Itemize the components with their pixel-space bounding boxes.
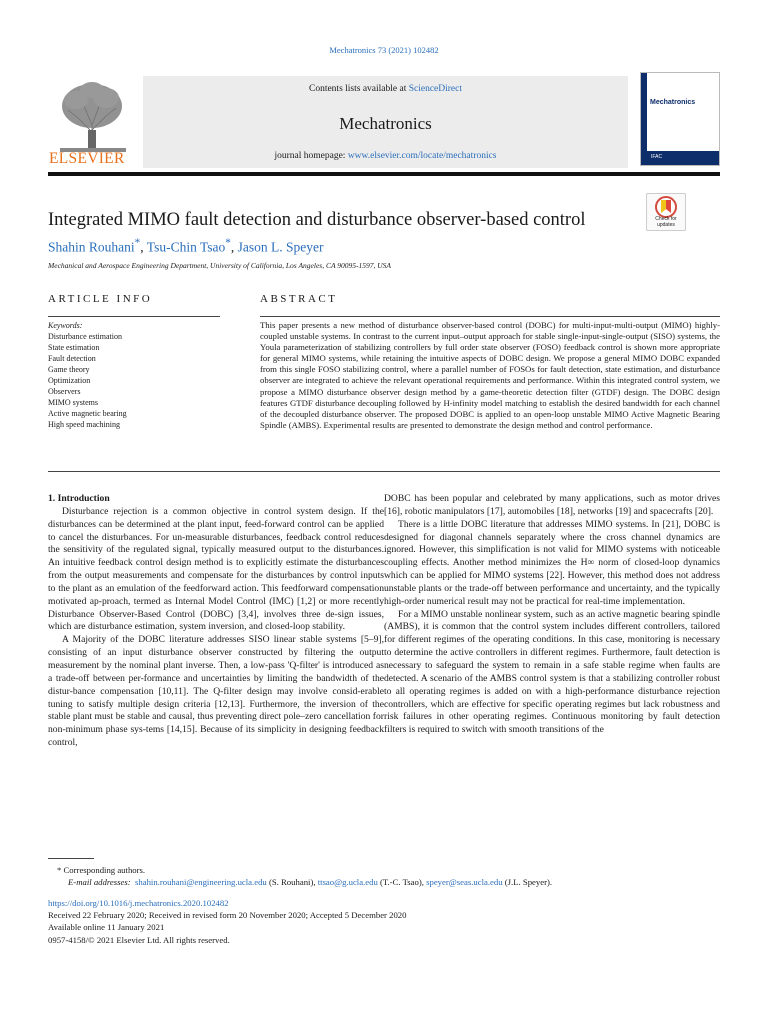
homepage-line: journal homepage: www.elsevier.com/locate/mechatronics [274, 151, 497, 161]
email-owner: (T.-C. Tsao), [377, 877, 427, 887]
body-column-right [384, 493, 720, 737]
body-paragraph: Disturbance rejection is a common objective in control system design. If the disturbances can be determined at the plant input, feed-forward control can be applied to cancel the disturbances. For un-measurable disturbances, feedback control reduces the sensitivity of the regulated signal, typically measured output to the disturbances. An intuitive feedback control design method is to explicitly estimate the disturbances from the output measurements and compensate for the disturbances by control inputs to the plant as an emulation of the feedforward action. This feedforward compensation motivated ap-proach, termed as Internal Model Control (IMC) [1,2] or more recently Disturbance Observer-Based Control (DOBC) [3,4], involves three de-sign issues, which are disturbance estimation, system inversion, and closed-loop stability. [48, 505, 384, 633]
author-separator: , [230, 239, 238, 255]
article-info-heading: ARTICLE INFO [48, 293, 153, 305]
cover-title: Mechatronics [650, 99, 696, 106]
journal-cover-thumbnail[interactable] [640, 72, 720, 166]
corresponding-note: * Corresponding authors. [57, 865, 146, 875]
keywords-list [48, 320, 228, 430]
cover-footer: IFAC [647, 151, 719, 165]
keyword: Observers [48, 387, 81, 396]
journal-citation-link[interactable]: Mechatronics 73 (2021) 102482 [329, 45, 439, 55]
keyword: Optimization [48, 376, 91, 385]
keyword: State estimation [48, 343, 100, 352]
author-mark[interactable]: * [225, 237, 231, 249]
publication-meta [48, 897, 720, 946]
email-link[interactable]: speyer@seas.ucla.edu [426, 877, 503, 887]
article-info-rule [48, 316, 220, 317]
email-owner: (S. Rouhani), [266, 877, 318, 887]
header-rule [48, 172, 720, 176]
crossmark-label: Check for updates [655, 216, 677, 228]
keyword: MIMO systems [48, 398, 99, 407]
body-paragraph: For a MIMO unstable nonlinear system, such as an active magnetic bearing spindle (AMBS), it is common that the control system includes different controllers, tailored for different regimes of the operating conditions. In this case, monitoring is necessary to determine the active controllers in different regimes. Furthermore, fault detection is necessary to safeguard the system to remain in a safe stable regime when faults are detected. A scenario of the AMBS control system is that a stabilizing controller robust to all operating regimes is added on with a high-performance disturbance rejection controllers, which are effective for specific operating regimes but lack robustness and risk failures in other operating regimes. Continuous monitoring by fault detection filters is required to switch with smooth transitions of the [384, 608, 720, 736]
body-paragraph: There is a little DOBC literature that addresses MIMO systems. In [21], DOBC is designed for diagonal channels separately where the cross channel dynamics are ignored. However, this simplification is not valid for MIMO systems with noticeable coupling effects. Another method minimizes the H∞ norm of closed-loop dynamics which can be applied for MIMO systems [22]. However, this method does not address unstable plants or the trade-off between performance and uncertainty, and the typically high-order numerical result may not be practical for real-time implementation. [384, 518, 720, 607]
body-paragraph: DOBC has been popular and celebrated by many applications, such as motor drives [16], robotic manipulators [17], automobiles [18], networks [19] and spacecrafts [20]. [384, 493, 720, 517]
abstract-heading: ABSTRACT [260, 293, 338, 305]
email-line [48, 876, 720, 888]
received-dates: Received 22 February 2020; Received in revised form 20 November 2020; Accepted 5 December 2020 [48, 910, 407, 921]
author-separator: , [140, 239, 147, 255]
crossmark-icon [654, 196, 678, 218]
sciencedirect-link[interactable]: ScienceDirect [408, 84, 462, 94]
author-mark[interactable]: * [134, 237, 141, 249]
journal-banner [143, 76, 628, 168]
keyword: Fault detection [48, 354, 96, 363]
keywords-heading: Keywords: [48, 321, 83, 330]
homepage-link[interactable]: www.elsevier.com/locate/mechatronics [347, 151, 497, 161]
email-link[interactable]: ttsao@g.ucla.edu [317, 877, 378, 887]
keyword: Disturbance estimation [48, 332, 122, 341]
contents-line: Contents lists available at ScienceDirect [308, 84, 462, 94]
author-list [48, 237, 324, 256]
keyword: High speed machining [48, 420, 120, 429]
author-link[interactable]: Jason L. Speyer [237, 239, 324, 255]
email-label: E-mail addresses: [68, 877, 131, 887]
online-date: Available online 11 January 2021 [48, 922, 165, 933]
footnote [48, 864, 720, 888]
abstract-bottom-rule [48, 471, 720, 472]
doi-link[interactable]: https://doi.org/10.1016/j.mechatronics.2020.102482 [48, 898, 229, 908]
author-link[interactable]: Tsu-Chin Tsao [146, 239, 226, 255]
affiliation: Mechanical and Aerospace Engineering Department, University of California, Los Angeles, CA 90095-1597, USA [48, 261, 392, 270]
footnote-rule [48, 858, 94, 859]
copyright: 0957-4158/© 2021 Elsevier Ltd. All rights reserved. [48, 934, 230, 945]
body-column-left [48, 493, 384, 750]
email-owner: (J.L. Speyer). [502, 877, 553, 887]
publisher-wordmark: ELSEVIER [49, 150, 125, 167]
article-title: Integrated MIMO fault detection and disturbance observer-based control [48, 210, 586, 230]
email-link[interactable]: shahin.rouhani@engineering.ucla.edu [135, 877, 267, 887]
abstract-text: This paper presents a new method of disturbance observer-based control (DOBC) for multi-input-multi-output (MIMO) highly-coupled unstable systems. In contrast to the current input–output approach for stable single-input-single-output (SISO) systems, the Youla parameterization of stabilizing controllers by full order state observer (FOSO) feedback control is shown more appropriate for general MIMO systems, while retaining the intuitive aspects of DOBC design. We propose a general MIMO DOBC expanded from this single FOSO stabilizing control, where a parallel number of FOSOs for fault detection, state estimation, and disturbance observer are integrated to achieve the relevant operational requirements and performance. Within this integrated control system, we propose a MIMO disturbance observer design method by a game-theoretic detection filter (GTDF) design. The DOBC design features GTDF disturbance decoupling followed by H-infinity model matching to establish the desired bandwidth for each channel of the decoupled disturbance observer. The proposed DOBC is applied to an open-loop unstable MIMO Active Magnetic Bearing Spindle (AMBS). Experimental results are presented to demonstrate the design method and control performance. [260, 320, 720, 430]
body-paragraph: A Majority of the DOBC literature addresses SISO linear stable systems [5–9], consisting of an input disturbance observer constructed by filtering the output measurement by the nominal plant inverse. Then, a low-pass 'Q-filter' is introduced as a trade-off between per-formance and uncertainties by limiting the bandwidth of the distur-bance compensation [10,11]. The Q-filter design may involve consid-erable tuning to satisfy multiple design criteria [12,13]. Furthermore, the inversion of the stable plant must be stable and causal, thus preventing direct pole–zero cancellation for non-minimum phase sys-tems [14,15]. Because of its simplicity in designing feedback control, [48, 634, 384, 749]
journal-header [48, 70, 720, 172]
check-for-updates-badge[interactable] [646, 193, 686, 231]
author-link[interactable]: Shahin Rouhani [48, 239, 135, 255]
section-heading: 1. Introduction [48, 493, 110, 504]
keyword: Game theory [48, 365, 90, 374]
journal-name: Mechatronics [339, 114, 432, 133]
elsevier-logo[interactable] [48, 70, 138, 170]
keyword: Active magnetic bearing [48, 409, 127, 418]
abstract-rule [260, 316, 720, 317]
